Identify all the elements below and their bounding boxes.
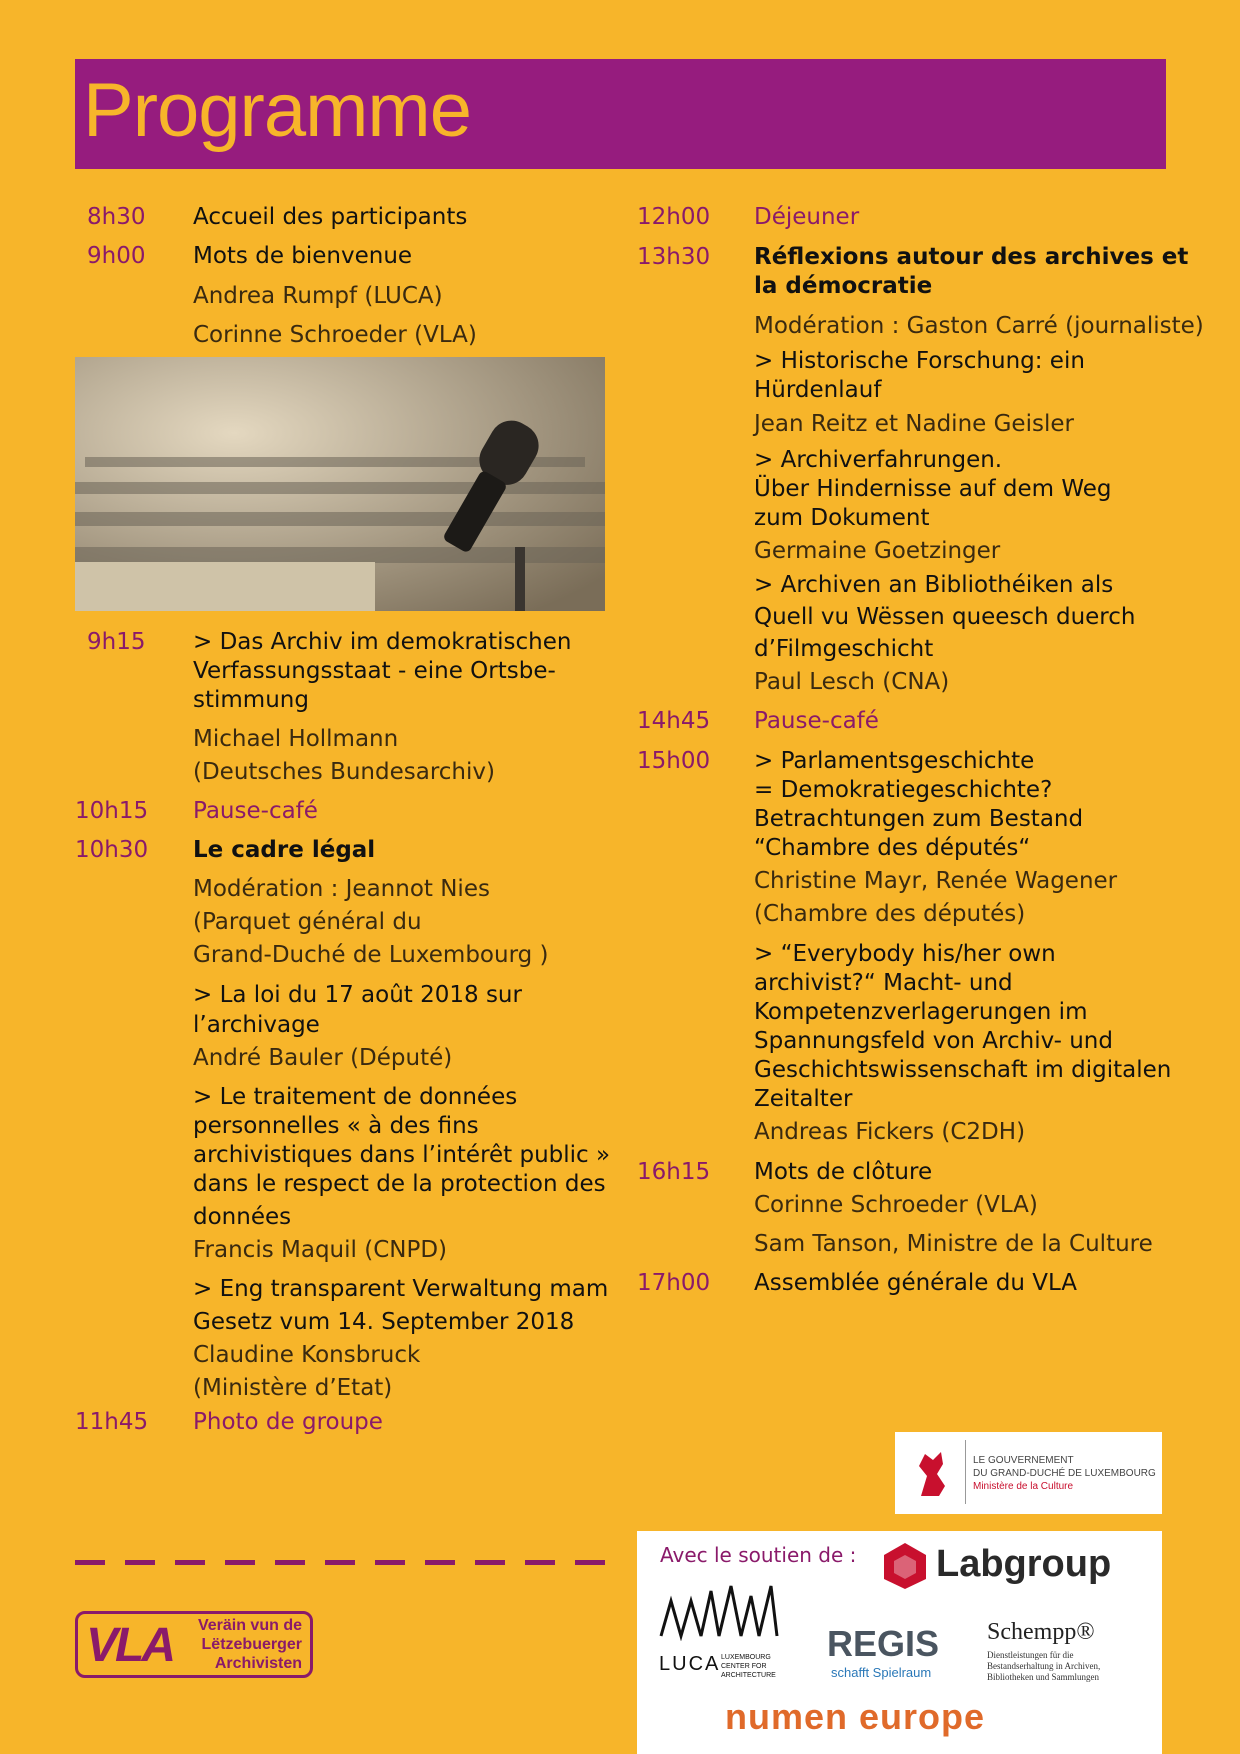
schedule-line: Francis Maquil (CNPD): [193, 1237, 448, 1263]
schedule-time: 10h30: [75, 837, 149, 863]
schedule-line: zum Dokument: [754, 505, 930, 531]
schedule-line: Über Hindernisse auf dem Weg: [754, 476, 1112, 502]
schedule-line: Quell vu Wëssen queesch duerch: [754, 604, 1136, 630]
luca-name: LUCA: [659, 1653, 721, 1675]
schedule-line: Mots de clôture: [754, 1159, 933, 1185]
gov-line1: LE GOUVERNEMENT: [973, 1455, 1074, 1466]
vla-logo: [75, 1611, 313, 1678]
schedule-line: stimmung: [193, 687, 309, 713]
schempp-subtitle: Dienstleistungen für die Bestandserhaltung in Archiven, Bibliotheken und Sammlungen: [987, 1650, 1101, 1682]
luca-mark-icon: [659, 1581, 799, 1641]
schedule-line: l’archivage: [193, 1012, 320, 1038]
schedule-line: > Eng transparent Verwaltung mam: [193, 1276, 609, 1302]
schedule-line: (Parquet général du: [193, 909, 422, 935]
page-title: Programme: [83, 68, 471, 153]
schedule-line: Geschichtswissenschaft im digitalen: [754, 1057, 1172, 1083]
luca-subtitle: LUXEMBOURG CENTER FOR ARCHITECTURE: [721, 1654, 776, 1679]
schedule-line: archivist?“ Macht- und: [754, 970, 1013, 996]
schedule-line: archivistiques dans l’intérêt public »: [193, 1142, 611, 1168]
vla-line2: Lëtzebuerger: [201, 1636, 302, 1653]
schempp-logo: [987, 1619, 1152, 1683]
schedule-line: > “Everybody his/her own: [754, 941, 1056, 967]
vla-line1: Veräin vun de: [197, 1617, 302, 1634]
schedule-line: Assemblée générale du VLA: [754, 1270, 1078, 1296]
schedule-time: 8h30: [87, 204, 146, 230]
labgroup-logo: [882, 1541, 1112, 1595]
luca-logo: [659, 1581, 799, 1681]
schedule-line: > La loi du 17 août 2018 sur: [193, 982, 522, 1008]
regis-subtitle: schafft Spielraum: [831, 1665, 932, 1680]
schedule-line: Jean Reitz et Nadine Geisler: [754, 411, 1074, 437]
schedule-time: 17h00: [637, 1270, 711, 1296]
schedule-line: (Deutsches Bundesarchiv): [193, 759, 495, 785]
schedule-line: Paul Lesch (CNA): [754, 669, 950, 695]
schedule-line: (Ministère d’Etat): [193, 1375, 393, 1401]
schedule-line: données: [193, 1204, 292, 1230]
schedule-line: “Chambre des députés“: [754, 835, 1031, 861]
schedule-line: Betrachtungen zum Bestand: [754, 806, 1084, 832]
schedule-line: Grand-Duché de Luxembourg ): [193, 942, 549, 968]
numen-europe-logo: numen europe: [725, 1696, 986, 1737]
schedule-line: Andrea Rumpf (LUCA): [193, 283, 443, 309]
schedule-line: > Le traitement de données: [193, 1084, 518, 1110]
schedule-line: Modération : Jeannot Nies: [193, 876, 490, 902]
schedule-line: > Archiverfahrungen.: [754, 447, 1003, 473]
schedule-time: 14h45: [637, 708, 711, 734]
vla-mark: VLA: [86, 1619, 173, 1672]
labgroup-name: Labgroup: [936, 1543, 1112, 1585]
schedule-line: Pause-café: [754, 708, 879, 734]
schedule-line: = Demokratiegeschichte?: [754, 777, 1053, 803]
lion-icon: [913, 1446, 955, 1500]
sponsors-panel: [637, 1531, 1162, 1754]
schedule-line: Le cadre légal: [193, 837, 376, 863]
vla-line3: Archivisten: [214, 1655, 302, 1672]
schedule-time: 9h00: [87, 243, 146, 269]
schedule-time: 11h45: [75, 1409, 149, 1435]
schedule-line: Gesetz vum 14. September 2018: [193, 1309, 575, 1335]
schedule-line: Germaine Goetzinger: [754, 538, 1001, 564]
schedule-line: Claudine Konsbruck: [193, 1342, 421, 1368]
schedule-line: la démocratie: [754, 273, 933, 299]
schedule-line: > Historische Forschung: ein: [754, 348, 1085, 374]
schedule-line: Kompetenzverlagerungen im: [754, 999, 1088, 1025]
gov-line3: Ministère de la Culture: [973, 1481, 1074, 1492]
schedule-line: dans le respect de la protection des: [193, 1171, 606, 1197]
schedule-time: 16h15: [637, 1159, 711, 1185]
sponsors-intro: Avec le soutien de :: [660, 1543, 857, 1567]
schedule-time: 9h15: [87, 629, 146, 655]
dashed-divider: [75, 1560, 605, 1566]
schedule-line: Mots de bienvenue: [193, 243, 413, 269]
schedule-line: > Das Archiv im demokratischen: [193, 629, 572, 655]
schedule-line: Sam Tanson, Ministre de la Culture: [754, 1231, 1153, 1257]
schedule-line: Pause-café: [193, 798, 318, 824]
regis-logo: [827, 1613, 947, 1693]
schedule-line: personnelles « à des fins: [193, 1113, 479, 1139]
schedule-line: (Chambre des députés): [754, 901, 1026, 927]
schedule-line: Accueil des participants: [193, 204, 468, 230]
government-logo: [895, 1432, 1162, 1514]
schedule-line: Hürdenlauf: [754, 377, 882, 403]
schedule-time: 15h00: [637, 748, 711, 774]
schedule-line: Corinne Schroeder (VLA): [193, 322, 477, 348]
schedule-line: Verfassungsstaat - eine Ortsbe-: [193, 658, 556, 684]
regis-name: REGIS: [827, 1623, 940, 1664]
schedule-line: André Bauler (Député): [193, 1045, 453, 1071]
schempp-name: Schempp®: [987, 1619, 1095, 1645]
schedule-time: 12h00: [637, 204, 711, 230]
gov-line2: DU GRAND-DUCHÉ DE LUXEMBOURG: [973, 1468, 1156, 1479]
labgroup-cube-icon: [882, 1541, 928, 1591]
schedule-line: > Parlamentsgeschichte: [754, 748, 1035, 774]
schedule-line: Déjeuner: [754, 204, 860, 230]
schedule-line: Photo de groupe: [193, 1409, 383, 1435]
schedule-line: Spannungsfeld von Archiv- und: [754, 1028, 1113, 1054]
microphone-photo: [75, 357, 605, 611]
schedule-line: Zeitalter: [754, 1086, 853, 1112]
schedule-time: 10h15: [75, 798, 149, 824]
schedule-line: Corinne Schroeder (VLA): [754, 1192, 1038, 1218]
schedule-line: d’Filmgeschicht: [754, 636, 934, 662]
schedule-line: Christine Mayr, Renée Wagener: [754, 868, 1118, 894]
schedule-line: Andreas Fickers (C2DH): [754, 1119, 1026, 1145]
schedule-line: > Archiven an Bibliothéiken als: [754, 572, 1114, 598]
schedule-line: Modération : Gaston Carré (journaliste): [754, 313, 1204, 339]
schedule-time: 13h30: [637, 244, 711, 270]
schedule-line: Michael Hollmann: [193, 726, 399, 752]
schedule-line: Réflexions autour des archives et: [754, 244, 1189, 270]
title-banner: [75, 59, 1166, 169]
